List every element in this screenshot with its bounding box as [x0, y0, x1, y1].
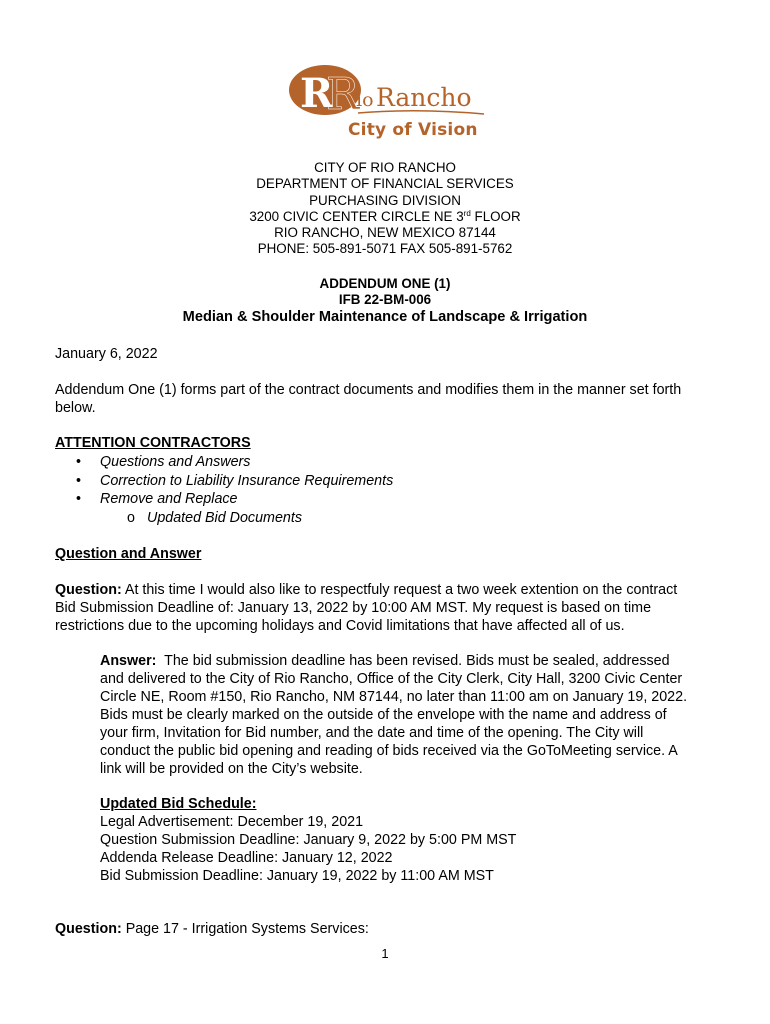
- schedule-item: Bid Submission Deadline: January 19, 2022 by 11:00 AM MST: [100, 868, 494, 884]
- header-phone: PHONE: 505-891-5071 FAX 505-891-5762: [257, 241, 513, 257]
- answer-1-line-7: link will be provided on the City’s website.: [100, 761, 363, 777]
- answer-1-line-5: your firm, Invitation for Bid number, and the date and time of the opening. The City will: [100, 725, 644, 741]
- answer-1-line-6: conduct the public bid opening and reading of bids received via the GoToMeeting service. A: [100, 743, 678, 759]
- hollow-bullet-icon: o: [127, 509, 135, 526]
- header-department: DEPARTMENT OF FINANCIAL SERVICES: [256, 176, 514, 192]
- bullet-icon: •: [76, 491, 82, 507]
- intro-line-2: below.: [55, 400, 96, 416]
- bullet-icon: •: [76, 472, 82, 489]
- list-item: • Correction to Liability Insurance Requirements: [76, 472, 394, 489]
- project-title: Median & Shoulder Maintenance of Landscape & Irrigation: [182, 309, 588, 325]
- addendum-title: ADDENDUM ONE (1): [319, 276, 451, 291]
- svg-text:R: R: [326, 69, 360, 120]
- answer-1-line-4: Bids must be clearly marked on the outside of the envelope with the name and address of: [100, 707, 667, 723]
- question-1-line-3: restrictions due to the upcoming holidays and Covid limitations that have affected all of us.: [55, 618, 625, 634]
- answer-1-line-1: Answer: The bid submission deadline has been revised. Bids must be sealed, addressed: [100, 653, 670, 669]
- svg-text:Rancho: Rancho: [376, 83, 472, 112]
- question-1-line-1: Question: At this time I would also like to respectfuly request a two week extention on the contract: [55, 582, 678, 598]
- list-item: • Remove and Replace: [76, 491, 238, 507]
- svg-text:io: io: [356, 89, 374, 111]
- svg-text:R: R: [300, 70, 334, 117]
- attention-list: [55, 453, 393, 527]
- bullet-icon: •: [76, 454, 82, 470]
- question-1-line-2: Bid Submission Deadline of: January 13, 2022 by 10:00 AM MST. My request is based on time: [55, 600, 652, 616]
- list-item: • Questions and Answers: [76, 454, 251, 470]
- header-address: 3200 CIVIC CENTER CIRCLE NE 3rd FLOOR: [249, 208, 521, 224]
- schedule-item: Question Submission Deadline: January 9, 2022 by 5:00 PM MST: [100, 832, 517, 848]
- answer-1-line-2: and delivered to the City of Rio Rancho, Office of the City Clerk, City Hall, 3200 Civic Center: [100, 671, 683, 687]
- letterhead: [0, 160, 770, 258]
- page-number: 1: [381, 946, 389, 961]
- intro-line-1: Addendum One (1) forms part of the contract documents and modifies them in the manner set forth: [55, 382, 682, 398]
- rio-rancho-logo: [288, 64, 494, 142]
- document-date: January 6, 2022: [55, 346, 158, 362]
- ifb-number: IFB 22-BM-006: [338, 292, 432, 308]
- sub-list-item: o Updated Bid Documents: [127, 509, 302, 526]
- logo-tagline: City of Vision: [348, 120, 478, 140]
- qa-heading: Question and Answer: [55, 546, 202, 562]
- addendum-heading: [0, 276, 770, 309]
- logo-mark-icon: [288, 64, 494, 122]
- answer-1-line-3: Circle NE, Room #150, Rio Rancho, NM 87144, no later than 11:00 am on January 19, 2022.: [100, 689, 688, 705]
- header-city-state: RIO RANCHO, NEW MEXICO 87144: [274, 225, 496, 241]
- header-division: PURCHASING DIVISION: [309, 192, 461, 208]
- schedule-heading: Updated Bid Schedule:: [100, 796, 257, 812]
- question-2: Question: Page 17 - Irrigation Systems Services:: [55, 921, 369, 937]
- schedule-item: Legal Advertisement: December 19, 2021: [100, 814, 364, 830]
- header-city: CITY OF RIO RANCHO: [314, 160, 456, 175]
- attention-heading: ATTENTION CONTRACTORS: [55, 435, 251, 451]
- schedule-item: Addenda Release Deadline: January 12, 2022: [100, 850, 393, 866]
